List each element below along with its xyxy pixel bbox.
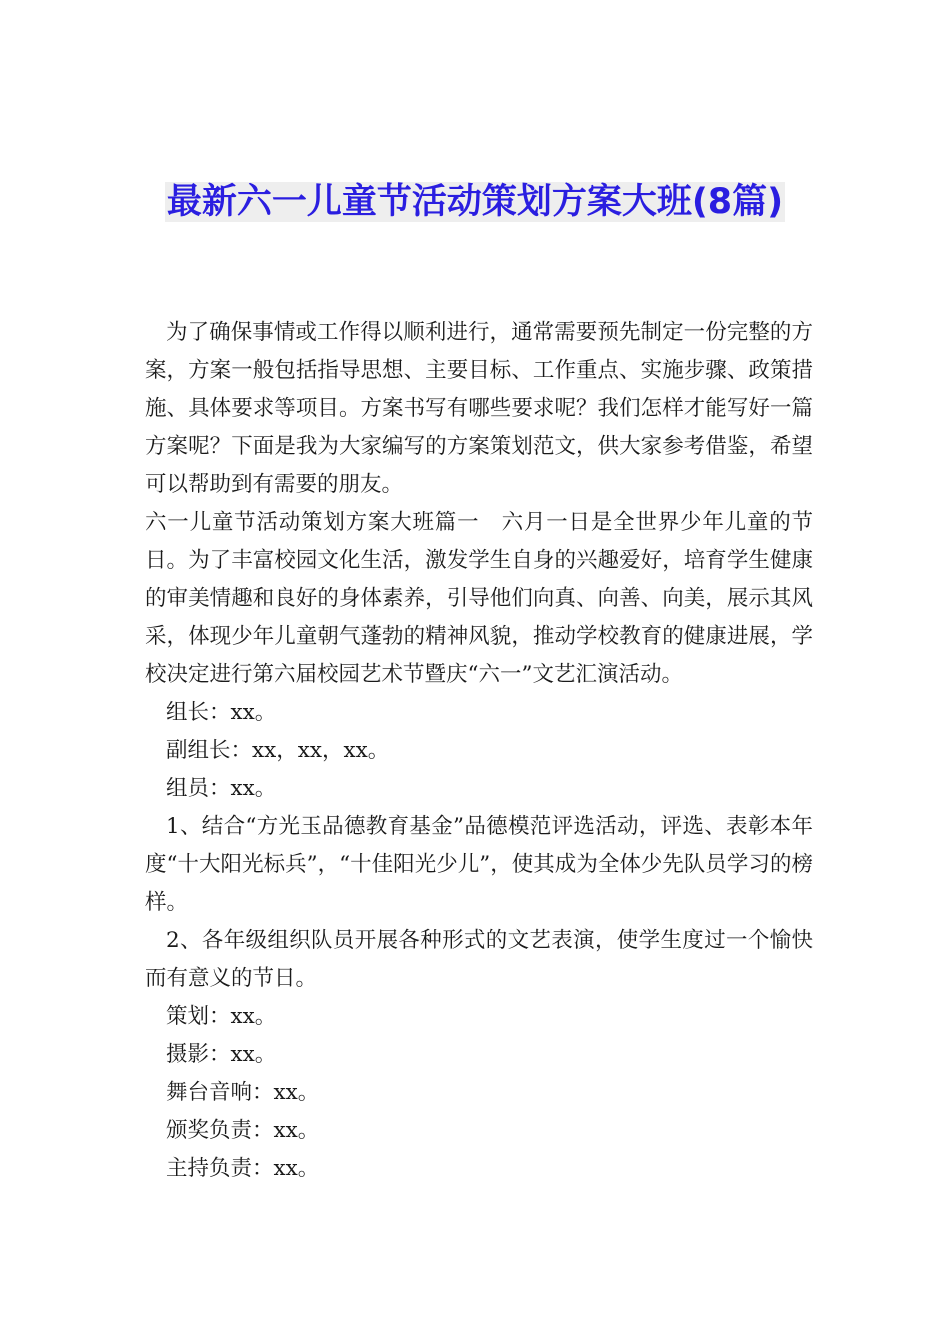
- deputy-leader-line: 副组长：xx，xx，xx。: [166, 738, 390, 763]
- leader-line: 组长：xx。: [166, 700, 277, 725]
- member-line: 组员：xx。: [166, 776, 277, 801]
- document-title-text: 最新六一儿童节活动策划方案大班(8篇): [166, 182, 784, 222]
- item-one-paragraph: 1、结合“方光玉品德教育基金”品德模范评选活动，评选、表彰本年度“十大阳光标兵”，“十佳阳光少儿”，使其成为全体少先队员学习的榜样。: [145, 814, 813, 915]
- document-body: [145, 314, 813, 1188]
- section-one-paragraph: 六一儿童节活动策划方案大班篇一 六月一日是全世界少年儿童的节日。为了丰富校园文化生活，激发学生自身的兴趣爱好，培育学生健康的审美情趣和良好的身体素养，引导他们向真、向善、向美，展示其风采，体现少年儿童朝气蓬勃的精神风貌，推动学校教育的健康进展，学校决定进行第六届校园艺术节暨庆“六一”文艺汇演活动。: [145, 510, 813, 687]
- host-line: 主持负责：xx。: [166, 1156, 320, 1181]
- award-line: 颁奖负责：xx。: [166, 1118, 320, 1143]
- intro-paragraph: 为了确保事情或工作得以顺利进行，通常需要预先制定一份完整的方案，方案一般包括指导思想、主要目标、工作重点、实施步骤、政策措施、具体要求等项目。方案书写有哪些要求呢？我们怎样才能写好一篇方案呢？下面是我为大家编写的方案策划范文，供大家参考借鉴，希望可以帮助到有需要的朋友。: [145, 320, 813, 497]
- photography-line: 摄影：xx。: [166, 1042, 277, 1067]
- document-title: [145, 176, 805, 228]
- stage-audio-line: 舞台音响：xx。: [166, 1080, 320, 1105]
- planning-line: 策划：xx。: [166, 1004, 277, 1029]
- item-two-paragraph: 2、各年级组织队员开展各种形式的文艺表演，使学生度过一个愉快而有意义的节日。: [145, 928, 813, 991]
